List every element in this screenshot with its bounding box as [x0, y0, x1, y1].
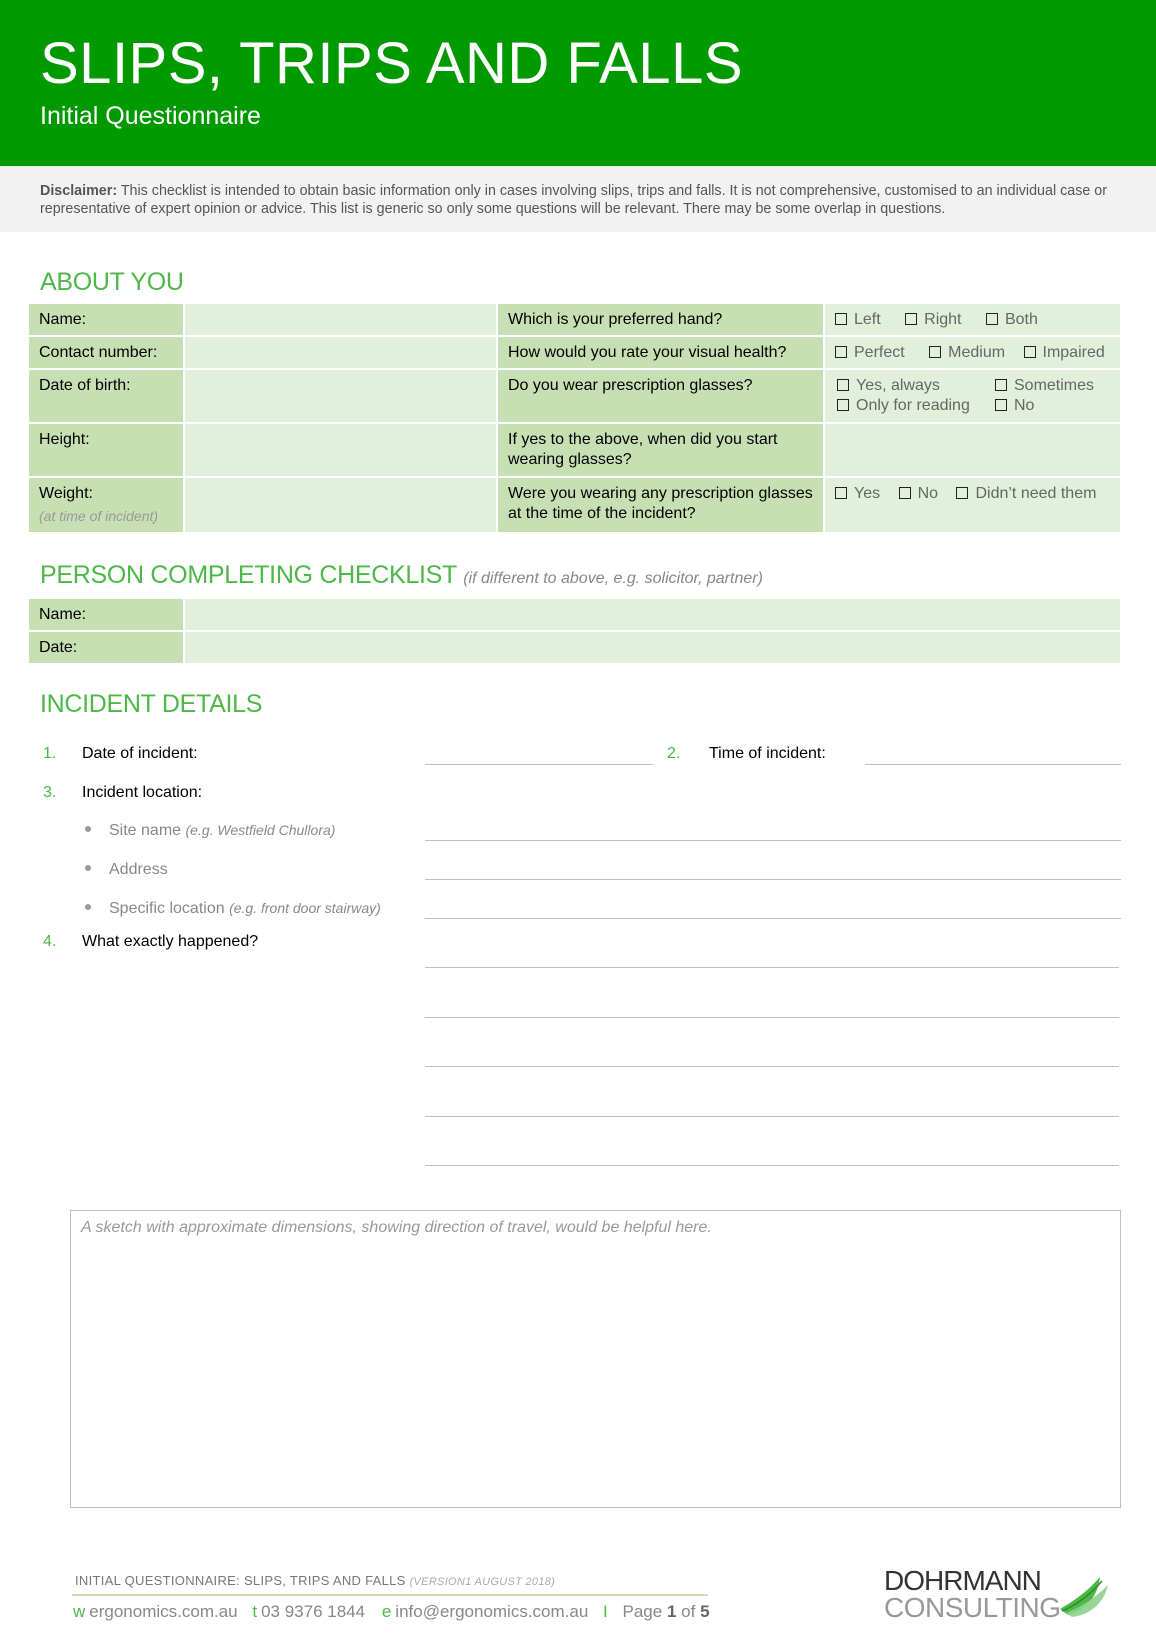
hand-option-right[interactable]: Right — [905, 310, 961, 330]
footer-phone[interactable]: 03 9376 1844 — [261, 1602, 366, 1621]
what-happened-line-5[interactable] — [425, 1165, 1119, 1166]
preferred-hand-question: Which is your preferred hand? — [498, 304, 823, 335]
person-grid — [29, 599, 1120, 665]
visual-option-impaired[interactable]: Impaired — [1024, 343, 1105, 363]
glasses-incident-options — [825, 478, 1120, 532]
about-row-contact — [29, 337, 1120, 368]
what-happened-line-1[interactable] — [425, 967, 1119, 968]
site-name-field[interactable] — [425, 840, 1121, 841]
address-item: Address — [85, 861, 168, 879]
checkbox[interactable] — [905, 313, 917, 325]
about-row-height — [29, 424, 1120, 476]
site-name-item: Site name (e.g. Westfield Chullora) — [85, 822, 335, 840]
footer-version: (VERSION1 AUGUST 2018) — [409, 1576, 556, 1588]
sketch-area[interactable] — [70, 1210, 1121, 1508]
glasses-option-reading[interactable]: Only for reading — [837, 396, 970, 416]
footer-website-link[interactable]: ergonomics.com.au — [89, 1602, 238, 1621]
q4-number: 4. — [43, 933, 57, 950]
checkbox[interactable] — [929, 346, 941, 358]
glasses-options — [825, 370, 1120, 422]
footer-email-link[interactable]: info@ergonomics.com.au — [395, 1602, 589, 1621]
q1-label: Date of incident: — [82, 745, 198, 762]
logo-line-1: DOHRMANN — [884, 1565, 1041, 1596]
incident-section-title: INCIDENT DETAILS — [40, 690, 263, 718]
incident-option-no[interactable]: No — [899, 484, 938, 504]
leaf-icon — [1056, 1573, 1112, 1619]
person-name-label: Name: — [29, 599, 183, 630]
checkbox[interactable] — [837, 399, 849, 411]
header-banner — [0, 0, 1156, 166]
preferred-hand-options — [825, 304, 1120, 335]
what-happened-line-3[interactable] — [425, 1066, 1119, 1067]
checkbox[interactable] — [986, 313, 998, 325]
footer-divider — [72, 1594, 708, 1596]
q2-label: Time of incident: — [709, 745, 826, 762]
q3-label: Incident location: — [82, 784, 203, 801]
time-of-incident-field[interactable] — [865, 764, 1121, 765]
glasses-start-question: If yes to the above, when did you start wearing glasses? — [498, 424, 823, 476]
date-of-incident-field[interactable] — [425, 764, 653, 765]
person-row-date — [29, 632, 1120, 663]
about-section-title: ABOUT YOU — [40, 268, 184, 296]
checkbox[interactable] — [956, 487, 968, 499]
specific-location-item: Specific location (e.g. front door stairway) — [85, 900, 381, 918]
bullet-dot — [85, 865, 91, 871]
footer-contact: w ergonomics.com.au t 03 9376 1844 e info@ergonomics.com.au I Page 1 of 5 — [73, 1602, 710, 1621]
weight-note: (at time of incident) — [39, 508, 159, 524]
dob-field[interactable] — [185, 370, 496, 422]
specific-location-field[interactable] — [425, 918, 1121, 919]
what-happened-line-2[interactable] — [425, 1017, 1119, 1018]
hand-option-both[interactable]: Both — [986, 310, 1038, 330]
logo-line-2: CONSULTING — [884, 1592, 1061, 1623]
about-row-dob — [29, 370, 1120, 422]
incident-option-didnt-need[interactable]: Didn’t need them — [956, 484, 1096, 504]
person-name-field[interactable] — [185, 599, 1120, 630]
bullet-dot — [85, 826, 91, 832]
footer-page-number: Page 1 of 5 — [622, 1602, 710, 1621]
visual-health-options — [825, 337, 1120, 368]
glasses-question: Do you wear prescription glasses? — [498, 370, 823, 422]
name-field[interactable] — [185, 304, 496, 335]
visual-option-medium[interactable]: Medium — [929, 343, 1005, 363]
checkbox[interactable] — [835, 313, 847, 325]
glasses-option-always[interactable]: Yes, always — [837, 376, 940, 396]
page-title: SLIPS, TRIPS AND FALLS — [40, 31, 744, 96]
glasses-incident-question: Were you wearing any prescription glasses at the time of the incident? — [498, 478, 823, 532]
checkbox[interactable] — [995, 399, 1007, 411]
bullet-dot — [85, 904, 91, 910]
person-date-label: Date: — [29, 632, 183, 663]
person-date-field[interactable] — [185, 632, 1120, 663]
checkbox[interactable] — [835, 346, 847, 358]
address-field[interactable] — [425, 879, 1121, 880]
q1-number: 1. — [43, 745, 57, 762]
visual-health-question: How would you rate your visual health? — [498, 337, 823, 368]
about-row-weight — [29, 478, 1120, 532]
checkbox[interactable] — [899, 487, 911, 499]
person-section-title: PERSON COMPLETING CHECKLIST (if different to above, e.g. solicitor, partner) — [40, 561, 763, 589]
about-grid — [29, 304, 1120, 534]
q3-number: 3. — [43, 784, 57, 801]
height-field[interactable] — [185, 424, 496, 476]
disclaimer-text: This checklist is intended to obtain basic information only in cases involving slips, trips and falls. It is not comprehensive, customised to an individual case or representative of expert opinion or advice. This list is generic so only some questions will be relevant. There may be some overlap in questions. — [40, 183, 1107, 217]
name-label: Name: — [29, 304, 183, 335]
glasses-option-no[interactable]: No — [995, 396, 1034, 416]
contact-field[interactable] — [185, 337, 496, 368]
hand-option-left[interactable]: Left — [835, 310, 881, 330]
disclaimer — [0, 166, 1156, 232]
incident-option-yes[interactable]: Yes — [835, 484, 880, 504]
what-happened-line-4[interactable] — [425, 1116, 1119, 1117]
q2-number: 2. — [667, 745, 681, 762]
checkbox[interactable] — [1024, 346, 1036, 358]
person-row-name — [29, 599, 1120, 630]
disclaimer-label: Disclaimer: — [40, 183, 118, 199]
visual-option-perfect[interactable]: Perfect — [835, 343, 905, 363]
about-row-name — [29, 304, 1120, 335]
dob-label: Date of birth: — [29, 370, 183, 422]
person-section-note: (if different to above, e.g. solicitor, partner) — [463, 570, 763, 587]
weight-label: Weight: (at time of incident) — [29, 478, 183, 532]
glasses-option-sometimes[interactable]: Sometimes — [995, 376, 1094, 396]
q4-label: What exactly happened? — [82, 933, 259, 950]
glasses-start-field[interactable] — [825, 424, 1120, 476]
checkbox[interactable] — [995, 379, 1007, 391]
checkbox[interactable] — [837, 379, 849, 391]
footer-doc-title: INITIAL QUESTIONNAIRE: SLIPS, TRIPS AND FALLS (VERSION1 AUGUST 2018) — [75, 1573, 556, 1588]
height-label: Height: — [29, 424, 183, 476]
page-subtitle: Initial Questionnaire — [40, 102, 261, 130]
weight-field[interactable] — [185, 478, 496, 532]
sketch-instruction: A sketch with approximate dimensions, showing direction of travel, would be helpful here. — [81, 1219, 712, 1236]
checkbox[interactable] — [835, 487, 847, 499]
company-logo — [884, 1565, 1114, 1625]
contact-label: Contact number: — [29, 337, 183, 368]
